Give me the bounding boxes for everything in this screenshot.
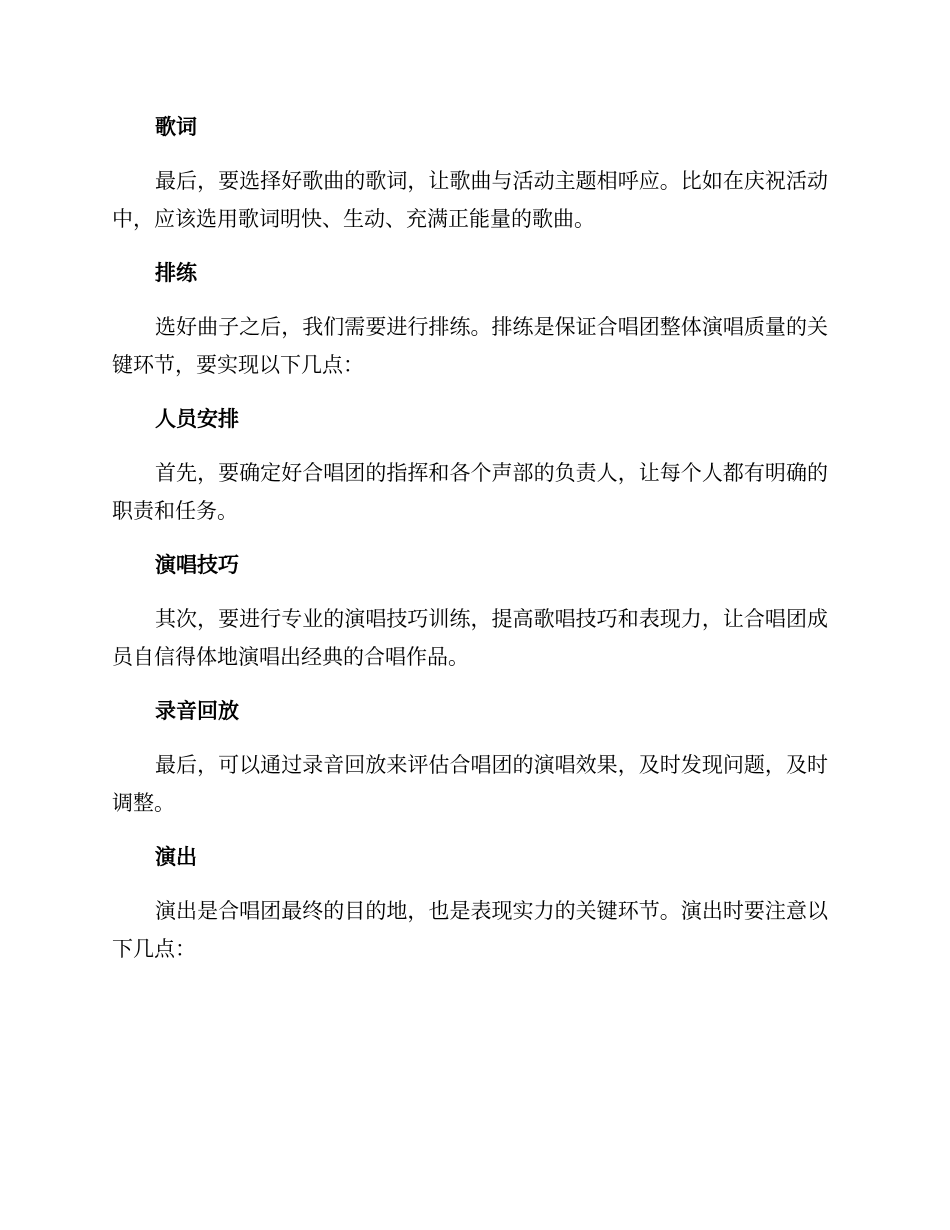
section-heading-rehearsal: 排练: [155, 261, 197, 285]
section-heading-recording-playback: 录音回放: [155, 699, 239, 723]
document-content: [112, 108, 828, 968]
section-paragraph-recording-playback: 最后，可以通过录音回放来评估合唱团的演唱效果，及时发现问题，及时调整。: [112, 753, 828, 815]
section-paragraph-rehearsal: 选好曲子之后，我们需要进行排练。排练是保证合唱团整体演唱质量的关键环节，要实现以下几点：: [112, 315, 828, 377]
section-paragraph-staffing: 首先，要确定好合唱团的指挥和各个声部的负责人，让每个人都有明确的职责和任务。: [112, 461, 828, 523]
section-heading-staffing: 人员安排: [155, 407, 239, 431]
section-heading-lyrics: 歌词: [155, 115, 197, 139]
section-heading-performance: 演出: [155, 845, 197, 869]
section-paragraph-lyrics: 最后，要选择好歌曲的歌词，让歌曲与活动主题相呼应。比如在庆祝活动中，应该选用歌词明快、生动、充满正能量的歌曲。: [112, 169, 828, 231]
section-heading-singing-technique: 演唱技巧: [155, 553, 239, 577]
section-paragraph-singing-technique: 其次，要进行专业的演唱技巧训练，提高歌唱技巧和表现力，让合唱团成员自信得体地演唱出经典的合唱作品。: [112, 607, 828, 669]
section-paragraph-performance: 演出是合唱团最终的目的地，也是表现实力的关键环节。演出时要注意以下几点：: [112, 899, 828, 961]
